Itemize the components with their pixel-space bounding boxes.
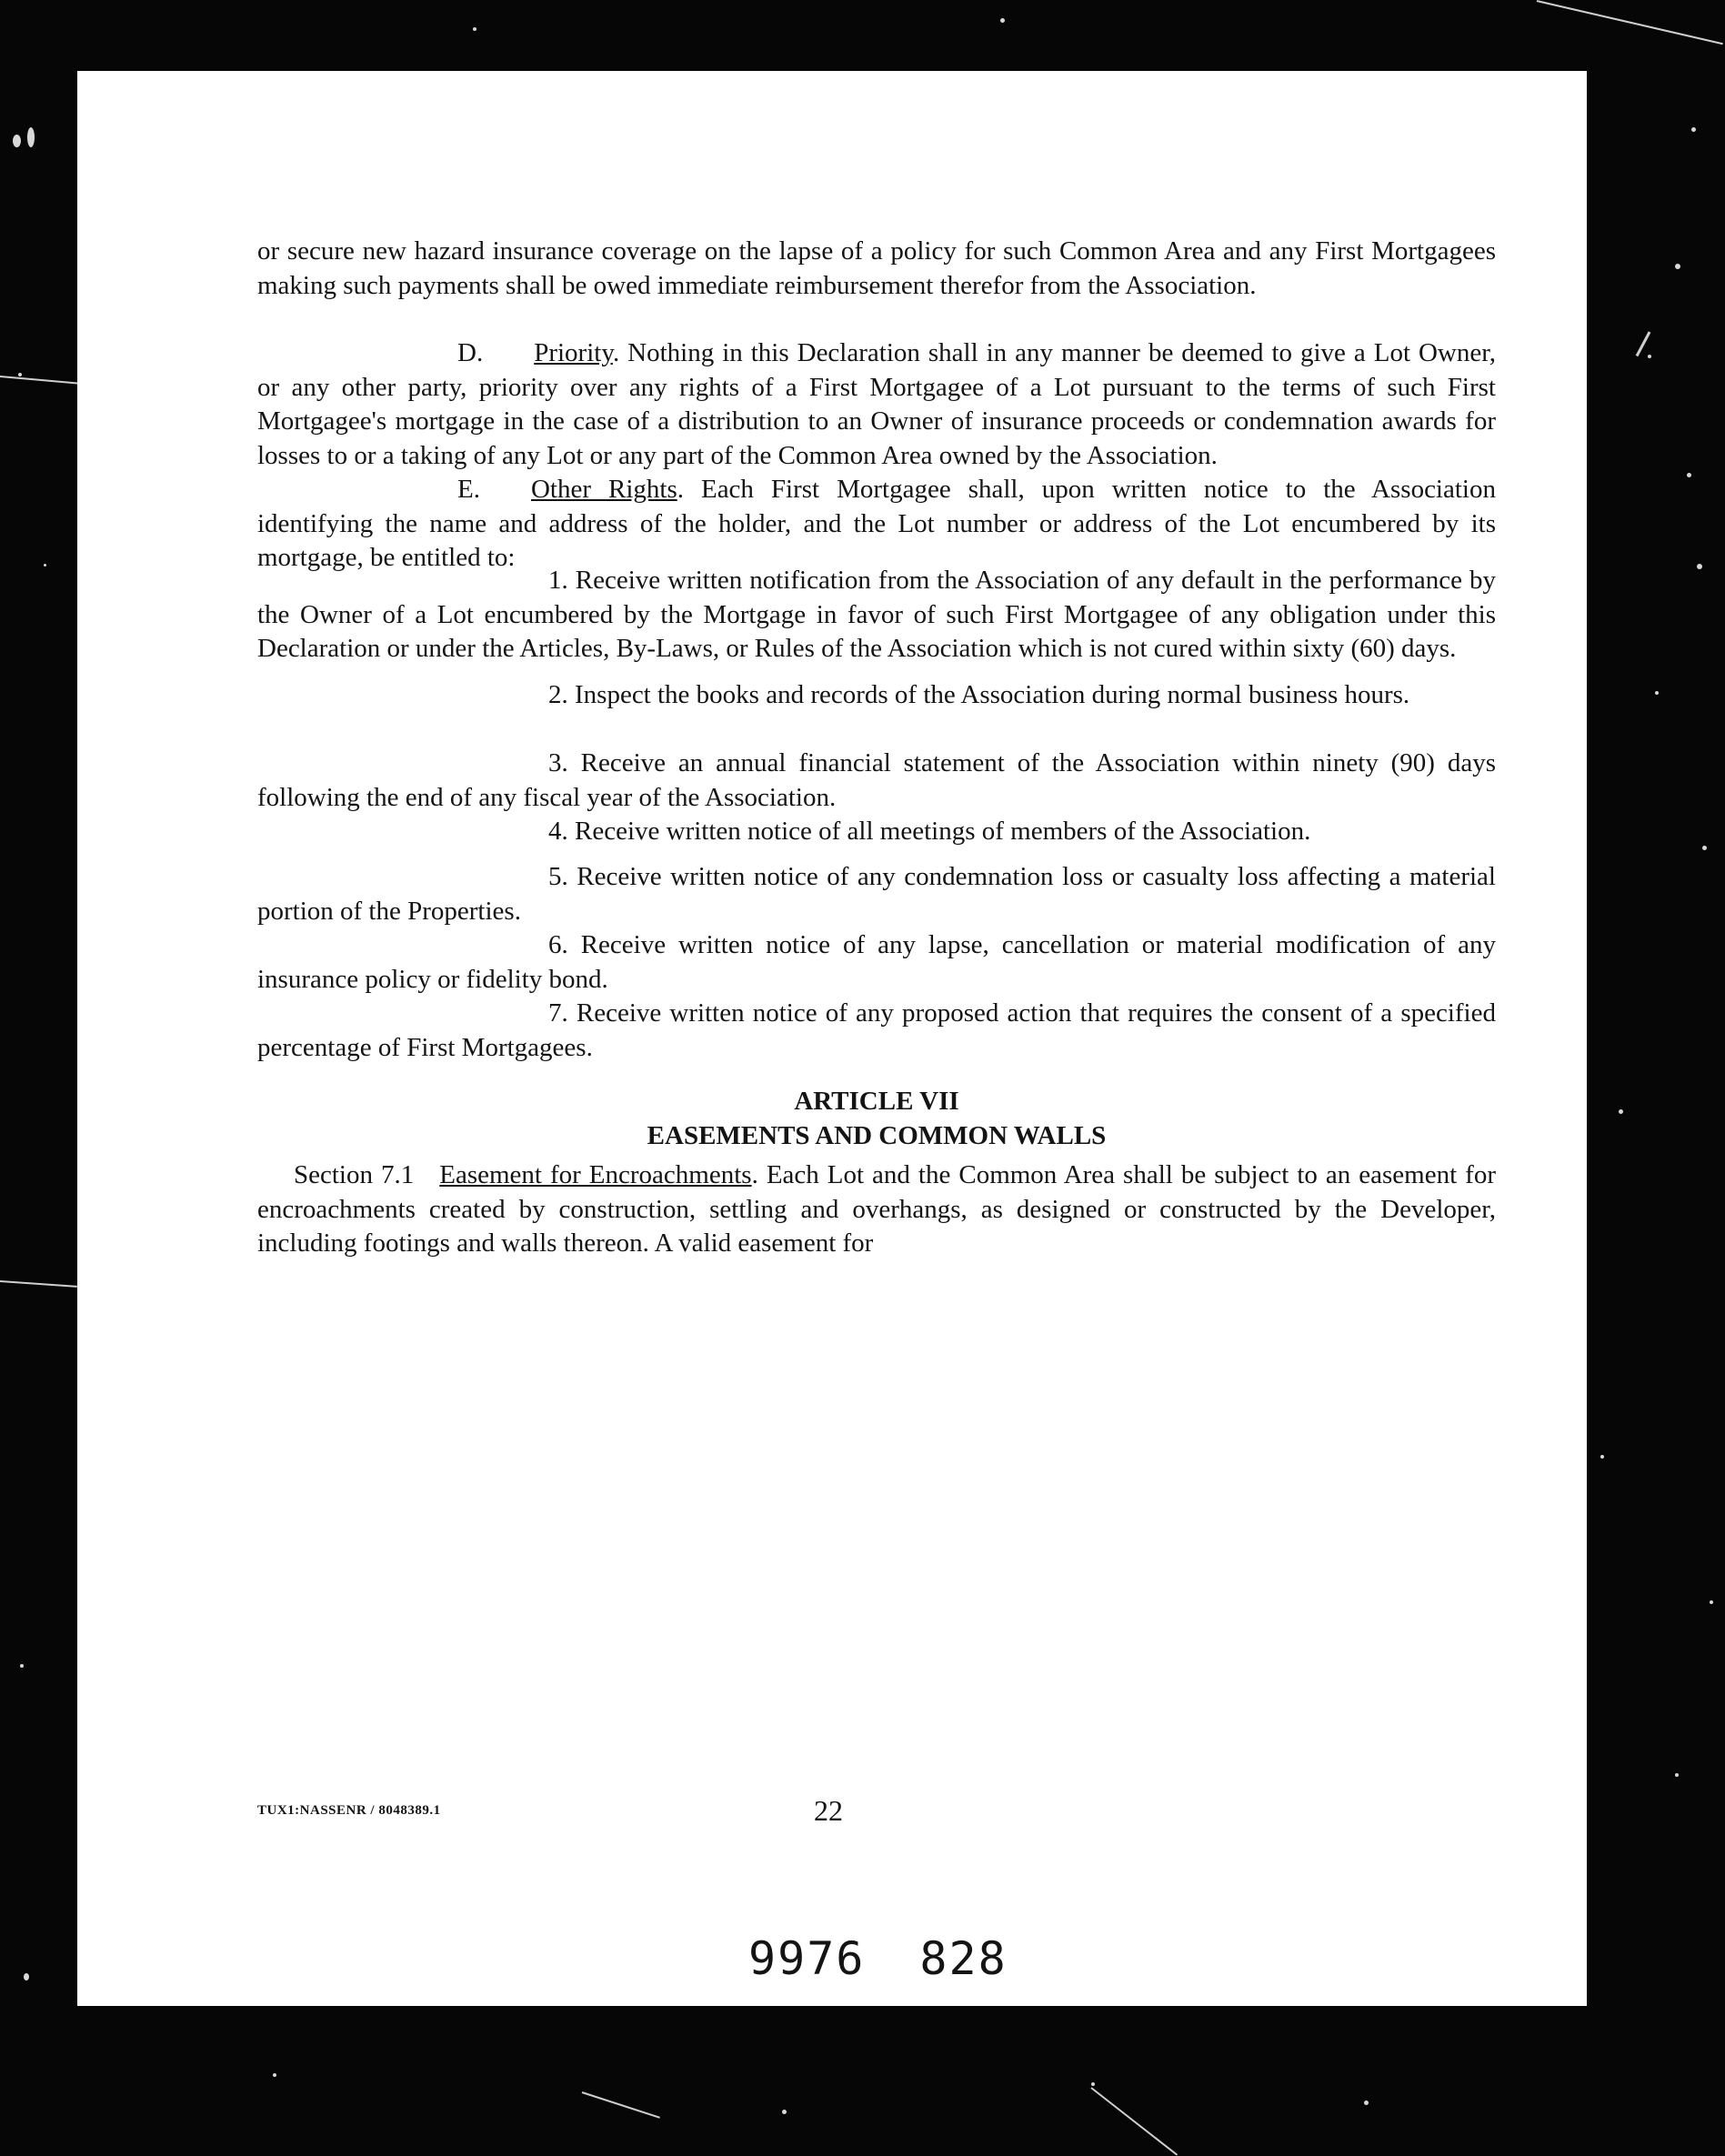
scan-speck (20, 1664, 24, 1668)
section-e-label: E. (457, 475, 480, 504)
section-d-label: D. (457, 338, 484, 367)
section-e-body: . Each First Mortgagee shall, upon written notice to the Association identifying the name and address of the holder, and the Lot number or address of the Lot encumbered by its mortgage, be entitled to: (257, 475, 1496, 572)
list-item-2: 2. Inspect the books and records of the Association during normal business hours. (548, 680, 1410, 709)
list-item-1: 1. Receive written notification from the Association of any default in the performance by the Owner of a Lot encumbered by the Mortgage in favor of such First Mortgagee of any obligation under this Declaration or under the Articles, By-Laws, or Rules of the Association which is not cured within sixty (60) days. (257, 566, 1496, 663)
recording-stamp (748, 1932, 1008, 1985)
section-e-title: Other Rights (530, 475, 677, 504)
scan-speck (1702, 846, 1707, 850)
list-item-4: 4. Receive written notice of all meetings of members of the Association. (548, 817, 1311, 846)
section-7-1-body: . Each Lot and the Common Area shall be subject to an easement for encroachments created by construction, settling and overhangs, as designed or constructed by the Developer, including footings and walls thereon. A valid easement for (257, 1160, 1496, 1258)
article-title: EASEMENTS AND COMMON WALLS (647, 1121, 1107, 1150)
section-d-paragraph (257, 336, 1496, 473)
scan-speck (473, 27, 476, 31)
section-d-body: . Nothing in this Declaration shall in any manner be deemed to give a Lot Owner, or any other party, priority over any rights of a First Mortgagee of a Lot pursuant to the terms of such First Mortgagee's mortgage in the case of a distribution to an Owner of insurance proceeds or condemnation awards for losses to or a taking of any Lot or any part of the Common Area owned by the Association. (257, 338, 1496, 470)
scan-speck (18, 373, 22, 376)
scan-scratch (1090, 2087, 1178, 2155)
scan-speck (1091, 2082, 1095, 2086)
scan-speck (273, 2073, 276, 2077)
list-item-3: 3. Receive an annual financial statement of the Association within ninety (90) days following the end of any fiscal year of the Association. (257, 748, 1496, 812)
scan-speck (1655, 691, 1659, 695)
scan-scratch (1537, 0, 1723, 45)
scan-speck (1675, 264, 1680, 269)
scan-speck (1675, 1773, 1679, 1777)
scan-speck (1687, 473, 1691, 477)
scan-speck (13, 135, 21, 147)
list-item-5: 5. Receive written notice of any condemnation loss or casualty loss affecting a material portion of the Properties. (257, 862, 1496, 926)
scan-speck (1691, 127, 1696, 132)
scan-scratch (1636, 331, 1651, 356)
page-number: 22 (814, 1794, 843, 1827)
scan-scratch (582, 2091, 660, 2119)
scan-scratch (0, 1280, 77, 1288)
scan-speck (24, 1973, 29, 1981)
scan-speck (1648, 355, 1651, 358)
scan-speck (1364, 2101, 1369, 2105)
document-id: TUX1:NASSENR / 8048389.1 (257, 1803, 441, 1818)
scan-speck (1619, 1109, 1623, 1114)
scan-speck (1000, 18, 1005, 23)
list-item-6: 6. Receive written notice of any lapse, cancellation or material modification of any insurance policy or fidelity bond. (257, 930, 1496, 994)
section-7-1-paragraph (257, 1158, 1496, 1261)
section-e-paragraph (257, 473, 1496, 576)
section-7-1-title: Easement for Encroachments (439, 1160, 752, 1189)
intro-paragraph: or secure new hazard insurance coverage on the lapse of a policy for such Common Area and any First Mortgagees making such payments shall be owed immediate reimbursement therefor from the Association. (257, 236, 1496, 300)
list-item-7: 7. Receive written notice of any proposed action that requires the consent of a specified percentage of First Mortgagees. (257, 998, 1496, 1062)
scan-speck (1710, 1600, 1713, 1604)
scan-speck (1697, 564, 1702, 569)
scan-speck (27, 127, 35, 147)
scan-scratch (0, 376, 82, 385)
section-7-1-label: Section 7.1 (294, 1160, 415, 1189)
document-page (77, 71, 1587, 2006)
scan-speck (44, 564, 46, 567)
scan-speck (782, 2110, 787, 2114)
article-number: ARTICLE VII (794, 1087, 959, 1116)
section-d-title: Priority (534, 338, 613, 367)
scan-speck (1600, 1455, 1604, 1459)
stamp-book: 9976 (748, 1932, 866, 1985)
stamp-page: 828 (919, 1932, 1008, 1985)
